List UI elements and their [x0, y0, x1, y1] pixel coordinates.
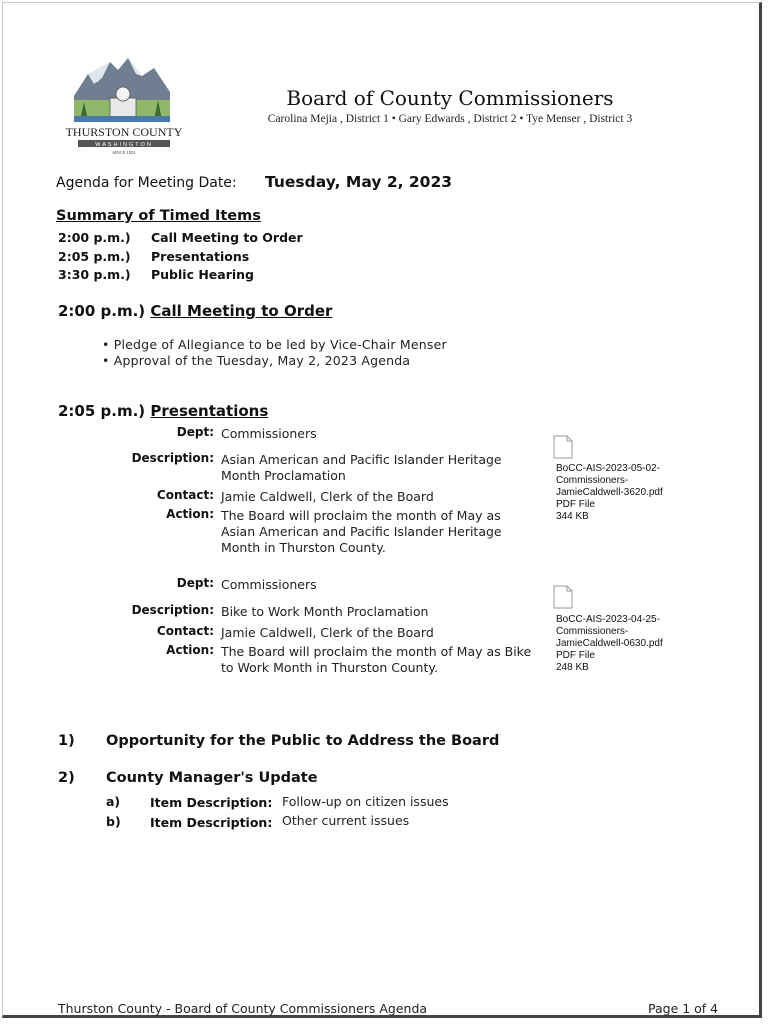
- action-label: Action:: [166, 643, 214, 657]
- action-value: The Board will proclaim the month of May as Asian American and Pacific Islander Heritage Month in Thurston County.: [221, 508, 502, 555]
- attachment-info[interactable]: [556, 614, 696, 674]
- item-number: 2): [58, 770, 75, 786]
- description-value: Bike to Work Month Proclamation: [221, 604, 429, 619]
- contact-value: Jamie Caldwell, Clerk of the Board: [221, 625, 434, 640]
- timed-item-time: 3:30 p.m.): [58, 267, 131, 282]
- timed-item-label: Presentations: [151, 249, 250, 264]
- action-label: Action:: [166, 507, 214, 521]
- board-title: Board of County Commissioners: [286, 86, 614, 110]
- pdf-file-icon[interactable]: [553, 585, 573, 609]
- attachment-name[interactable]: JamieCaldwell-3620.pdf: [556, 487, 663, 498]
- contact-value: Jamie Caldwell, Clerk of the Board: [221, 489, 434, 504]
- item-description-value: Follow-up on citizen issues: [282, 794, 449, 809]
- item-description-label: Item Description:: [150, 815, 273, 830]
- dept-value: Commissioners: [221, 577, 317, 592]
- contact-label: Contact:: [156, 624, 214, 638]
- bullet-item: • Approval of the Tuesday, May 2, 2023 Agenda: [102, 353, 411, 368]
- attachment-name[interactable]: Commissioners-: [556, 475, 629, 486]
- item-number: 1): [58, 733, 75, 749]
- pdf-file-icon[interactable]: [553, 435, 573, 459]
- section-time: 2:05 p.m.): [58, 402, 146, 420]
- timed-item-time: 2:05 p.m.): [58, 249, 131, 264]
- sub-item-letter: b): [106, 814, 121, 829]
- description-label: Description:: [131, 451, 214, 465]
- page-number: Page 1 of 4: [648, 1001, 719, 1016]
- svg-text:SINCE 1852: SINCE 1852: [112, 150, 136, 155]
- attachment-size: 344 KB: [556, 511, 589, 522]
- agenda-date: Tuesday, May 2, 2023: [265, 173, 453, 191]
- item-title: County Manager's Update: [106, 770, 318, 786]
- section-title: Presentations: [150, 402, 269, 420]
- dept-label: Dept:: [176, 576, 214, 590]
- attachment-type: PDF File: [556, 499, 595, 510]
- attachment-info[interactable]: [556, 463, 696, 523]
- section-time: 2:00 p.m.): [58, 302, 146, 320]
- attachment-name[interactable]: BoCC-AIS-2023-04-25-: [556, 614, 660, 625]
- item-description-value: Other current issues: [282, 813, 410, 828]
- dept-label: Dept:: [176, 425, 214, 439]
- sub-item-letter: a): [106, 794, 121, 809]
- agenda-date-label: Agenda for Meeting Date:: [56, 175, 237, 191]
- contact-label: Contact:: [156, 488, 214, 502]
- item-title: Opportunity for the Public to Address the Board: [106, 733, 500, 749]
- attachment-name[interactable]: BoCC-AIS-2023-05-02-: [556, 463, 660, 474]
- action-value: The Board will proclaim the month of May as Bike to Work Month in Thurston County.: [221, 644, 532, 675]
- attachment-size: 248 KB: [556, 662, 589, 673]
- timed-item-time: 2:00 p.m.): [58, 230, 131, 245]
- svg-text:THURSTON COUNTY: THURSTON COUNTY: [65, 125, 183, 139]
- description-label: Description:: [131, 603, 214, 617]
- footer-title: Thurston County - Board of County Commissioners Agenda: [58, 1001, 428, 1016]
- summary-title: Summary of Timed Items: [56, 208, 261, 224]
- item-description-label: Item Description:: [150, 795, 273, 810]
- section-title: Call Meeting to Order: [150, 302, 333, 320]
- description-value: Asian American and Pacific Islander Heritage Month Proclamation: [221, 452, 502, 483]
- presentations-heading: [58, 402, 268, 420]
- attachment-name[interactable]: JamieCaldwell-0630.pdf: [556, 638, 663, 649]
- commissioner-list: Carolina Mejia , District 1 • Gary Edwards , District 2 • Tye Menser , District 3: [267, 113, 633, 125]
- attachment-name[interactable]: Commissioners-: [556, 626, 629, 637]
- timed-item-label: Public Hearing: [151, 267, 255, 282]
- dept-value: Commissioners: [221, 426, 317, 441]
- attachment-type: PDF File: [556, 650, 595, 661]
- thurston-county-logo: [58, 56, 190, 156]
- timed-item-label: Call Meeting to Order: [151, 230, 303, 245]
- call-to-order-heading: [58, 302, 332, 320]
- svg-text:WASHINGTON: WASHINGTON: [95, 142, 153, 148]
- bullet-item: • Pledge of Allegiance to be led by Vice-Chair Menser: [102, 337, 447, 352]
